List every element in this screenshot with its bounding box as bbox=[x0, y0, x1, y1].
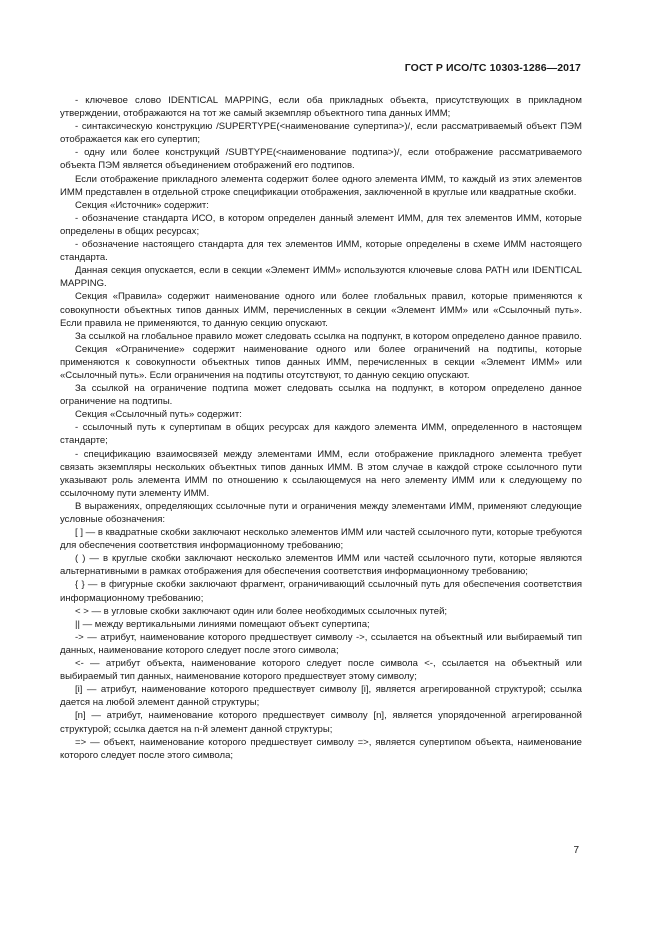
paragraph: В выражениях, определяющих ссылочные пути и ограничения между элементами ИММ, применяют следующие условные обозначения: bbox=[60, 500, 582, 525]
paragraph: - спецификацию взаимосвязей между элементами ИММ, если отображение прикладного элемента требует связать экземпляры нескольких объектных типов данных ИММ. В этом случае в каждой строке ссылочного пути указывают роль элемента ИММ по отношению к ссылающемуся на него элементу ИММ или к следующему по ссылочному пути элементу ИММ. bbox=[60, 448, 582, 499]
paragraph: [i] — атрибут, наименование которого предшествует символу [i], является агрегированной структурой; ссылка дается на любой элемент данной структуры; bbox=[60, 684, 582, 709]
paragraph: ( ) — в круглые скобки заключают несколько элементов ИММ или частей ссылочного пути, которые являются альтернативными в рамках отображения для обеспечения соответствия информационному требованию; bbox=[60, 553, 582, 578]
paragraph: => — объект, наименование которого предшествует символу =>, является супертипом объекта, наименование которого следует после этого символа; bbox=[60, 736, 582, 761]
paragraph: - обозначение стандарта ИСО, в котором определен данный элемент ИММ, для тех элементов ИММ, которые определены в общих ресурсах; bbox=[60, 212, 582, 237]
paragraph: Если отображение прикладного элемента содержит более одного элемента ИММ, то каждый из этих элементов ИММ представлен в отдельной строке спецификации отображения, заключенной в круглые или квадратные скобки. bbox=[60, 173, 582, 198]
paragraph: Секция «Ограничение» содержит наименование одного или более ограничений на подтипы, которые применяются к совокупности объектных типов данных ИММ, перечисленных в секции «Элемент ИММ» или «Ссылочный путь». Если ограничения на подтипы отсутствуют, то данную секцию опускают. bbox=[60, 343, 582, 381]
paragraph: За ссылкой на глобальное правило может следовать ссылка на подпункт, в котором определено данное правило. bbox=[75, 330, 582, 342]
paragraph: - одну или более конструкций /SUBTYPE(<наименование подтипа>)/, если отображение рассматриваемого объекта ПЭМ является объединением отображений его подтипов. bbox=[60, 147, 582, 172]
paragraph: За ссылкой на ограничение подтипа может следовать ссылка на подпункт, в котором определено данное ограничение на подтипы. bbox=[60, 383, 582, 408]
paragraph: <- — атрибут объекта, наименование которого следует после символа <-, ссылается на объектный или выбираемый тип данных, наименование которого предшествует этому символу; bbox=[60, 658, 582, 683]
paragraph: < > — в угловые скобки заключают один или более необходимых ссылочных путей; bbox=[75, 605, 448, 617]
paragraph: Секция «Ссылочный путь» содержит: bbox=[75, 409, 242, 421]
paragraph: Секция «Правила» содержит наименование одного или более глобальных правил, которые применяются к совокупности объектных типов данных ИММ, перечисленных в секции «Элемент ИММ» или «Ссылочный путь». Если правила не применяются, то данную секцию опускают. bbox=[60, 291, 582, 329]
paragraph: [ ] — в квадратные скобки заключают несколько элементов ИММ или частей ссылочного пути, которые требуются для обеспечения соответствия информационному требованию; bbox=[60, 527, 582, 552]
document-body bbox=[60, 94, 582, 762]
paragraph: Данная секция опускается, если в секции «Элемент ИММ» используются ключевые слова PATH или IDENTICAL MAPPING. bbox=[60, 265, 582, 290]
paragraph: Секция «Источник» содержит: bbox=[75, 199, 209, 211]
paragraph: [n] — атрибут, наименование которого предшествует символу [n], является упорядоченной агрегированной структурой; ссылка дается на n-й элемент данной структуры; bbox=[60, 710, 582, 735]
paragraph: - ссылочный путь к супертипам в общих ресурсах для каждого элемента ИММ, определенного в настоящем стандарте; bbox=[60, 422, 582, 447]
paragraph: -> — атрибут, наименование которого предшествует символу ->, ссылается на объектный или выбираемый тип данных, наименование которого следует после этого символа; bbox=[60, 631, 582, 656]
page-number: 7 bbox=[573, 845, 579, 856]
paragraph: { } — в фигурные скобки заключают фрагмент, ограничивающий ссылочный путь для обеспечения соответствия информационному требованию; bbox=[60, 579, 582, 604]
paragraph: - ключевое слово IDENTICAL MAPPING, если оба прикладных объекта, присутствующих в прикладном утверждении, отображаются на тот же самый экземпляр объектного типа данных ИММ; bbox=[60, 95, 582, 120]
paragraph: - синтаксическую конструкцию /SUPERTYPE(<наименование супертипа>)/, если рассматриваемый объект ПЭМ отображается как его супертип; bbox=[60, 121, 582, 146]
paragraph: || — между вертикальными линиями помещают объект супертипа; bbox=[75, 618, 370, 630]
paragraph: - обозначение настоящего стандарта для тех элементов ИММ, которые определены в схеме ИММ настоящего стандарта. bbox=[60, 239, 582, 264]
document-header: ГОСТ Р ИСО/ТС 10303-1286—2017 bbox=[404, 62, 581, 74]
